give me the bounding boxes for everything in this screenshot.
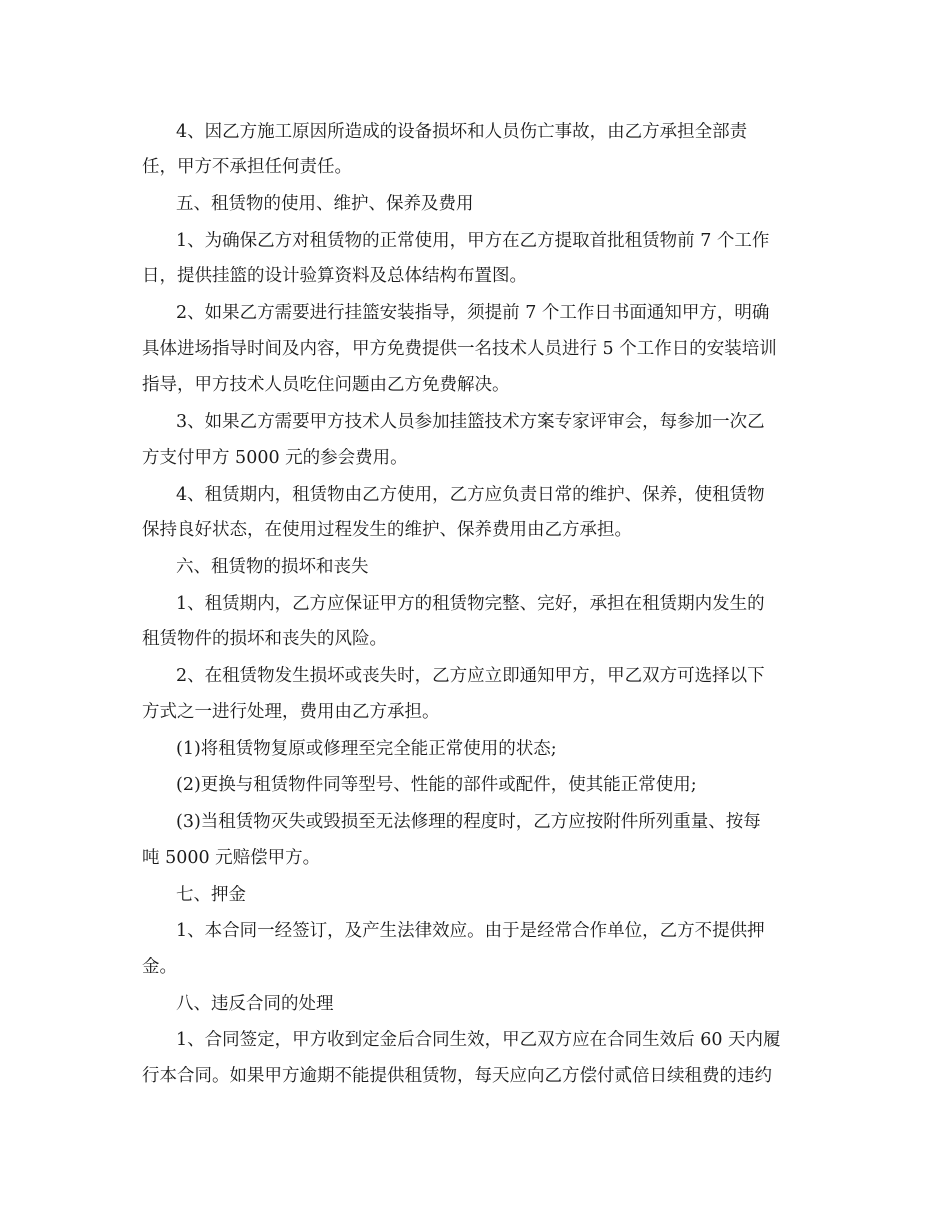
section5-item3-line-1: 3、如果乙方需要甲方技术人员参加挂篮技术方案专家评审会，每参加一次乙 [176,412,765,432]
section6-option2: (2)更换与租赁物件同等型号、性能的部件或配件，使其能正常使用; [176,775,697,795]
section6-item1-line-1: 1、租赁期内，乙方应保证甲方的租赁物完整、完好，承担在租赁期内发生的 [176,594,765,614]
section-heading-8: 八、违反合同的处理 [176,994,334,1014]
paragraph-4-line-1: 4、因乙方施工原因所造成的设备损坏和人员伤亡事故，由乙方承担全部责 [176,122,748,142]
section-heading-5: 五、租赁物的使用、维护、保养及费用 [176,194,474,214]
section6-item2-line-1: 2、在租赁物发生损坏或丧失时，乙方应立即通知甲方，甲乙双方可选择以下 [176,666,765,686]
section5-item3-line-2: 方支付甲方 5000 元的参会费用。 [142,448,408,468]
section6-item1-line-2: 租赁物件的损坏和丧失的风险。 [142,629,387,649]
section8-item1-line-1: 1、合同签定，甲方收到定金后合同生效，甲乙双方应在合同生效后 60 天内履 [176,1030,781,1050]
section8-item1-line-2: 行本合同。如果甲方逾期不能提供租赁物，每天应向乙方偿付贰倍日续租费的违约 [142,1066,772,1086]
section-heading-7: 七、押金 [176,885,246,905]
section5-item1-line-1: 1、为确保乙方对租赁物的正常使用，甲方在乙方提取首批租赁物前 7 个工作 [176,231,770,251]
section7-item1-line-2: 金。 [142,957,177,977]
section6-option1: (1)将租赁物复原或修理至完全能正常使用的状态; [176,739,557,759]
section5-item4-line-1: 4、租赁期内，租赁物由乙方使用，乙方应负责日常的维护、保养，使租赁物 [176,485,765,505]
section-heading-6: 六、租赁物的损坏和丧失 [176,557,369,577]
section5-item2-line-2: 具体进场指导时间及内容，甲方免费提供一名技术人员进行 5 个工作日的安装培训 [142,339,777,359]
section6-item2-line-2: 方式之一进行处理，费用由乙方承担。 [142,702,440,722]
section5-item2-line-1: 2、如果乙方需要进行挂篮安装指导，须提前 7 个工作日书面通知甲方，明确 [176,303,770,323]
section7-item1-line-1: 1、本合同一经签订，及产生法律效应。由于是经常合作单位，乙方不提供押 [176,921,765,941]
section5-item1-line-2: 日，提供挂篮的设计验算资料及总体结构布置图。 [142,266,527,286]
section5-item2-line-3: 指导，甲方技术人员吃住问题由乙方免费解决。 [142,375,510,395]
section5-item4-line-2: 保持良好状态，在使用过程发生的维护、保养费用由乙方承担。 [142,520,632,540]
section6-option3-line-2: 吨 5000 元赔偿甲方。 [142,848,321,868]
paragraph-4-line-2: 任，甲方不承担任何责任。 [142,157,352,177]
section6-option3-line-1: (3)当租赁物灭失或毁损至无法修理的程度时，乙方应按附件所列重量、按每 [176,812,761,832]
